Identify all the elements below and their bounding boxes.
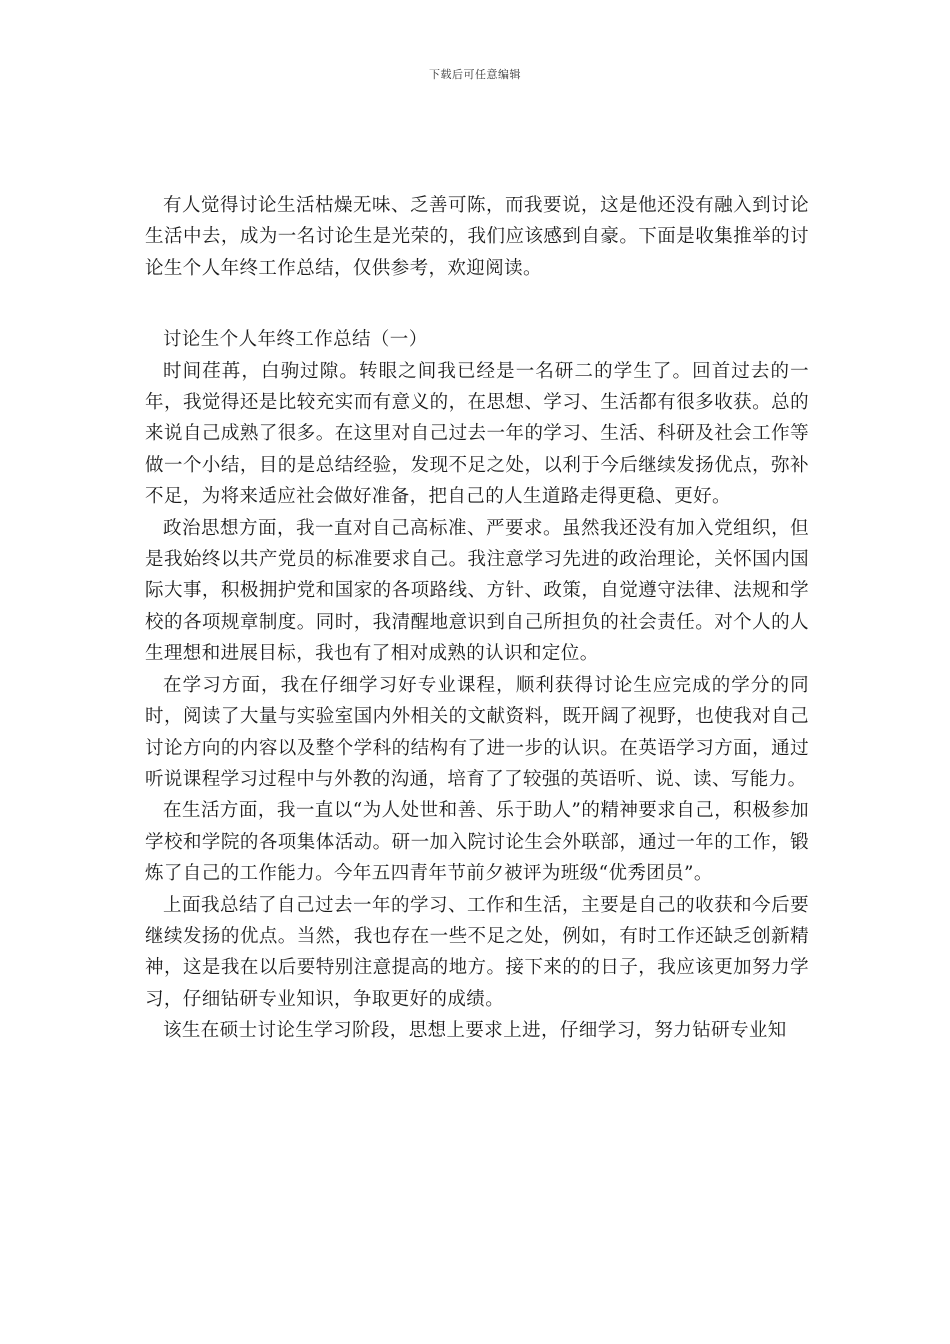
document-body <box>145 190 809 1047</box>
body-paragraph: 在生活方面，我一直以“为人处世和善、乐于助人”的精神要求自己，积极参加学校和学院的各项集体活动。研一加入院讨论生会外联部，通过一年的工作，锻炼了自己的工作能力。今年五四青年节前夕被评为班级“优秀团员”。 <box>145 800 809 885</box>
body-paragraph: 政治思想方面，我一直对自己高标准、严要求。虽然我还没有加入党组织，但是我始终以共产党员的标准要求自己。我注意学习先进的政治理论，关怀国内国际大事，积极拥护党和国家的各项路线、方针、政策，自觉遵守法律、法规和学校的各项规章制度。同时，我清醒地意识到自己所担负的社会责任。对个人的人生理想和进展目标，我也有了相对成熟的认识和定位。 <box>145 517 809 665</box>
body-paragraph: 在学习方面，我在仔细学习好专业课程，顺利获得讨论生应完成的学分的同时，阅读了大量与实验室国内外相关的文献资料，既开阔了视野，也使我对自己讨论方向的内容以及整个学科的结构有了进一步的认识。在英语学习方面，通过听说课程学习过程中与外教的沟通，培育了了较强的英语听、说、读、写能力。 <box>145 674 809 790</box>
body-paragraph: 时间荏苒，白驹过隙。转眼之间我已经是一名研二的学生了。回首过去的一年，我觉得还是比较充实而有意义的，在思想、学习、生活都有很多收获。总的来说自己成熟了很多。在这里对自己过去一年的学习、生活、科研及社会工作等做一个小结，目的是总结经验，发现不足之处，以利于今后继续发扬优点，弥补不足，为将来适应社会做好准备，把自己的人生道路走得更稳、更好。 <box>145 360 809 508</box>
body-paragraph: 上面我总结了自己过去一年的学习、工作和生活，主要是自己的收获和今后要继续发扬的优点。当然，我也存在一些不足之处，例如，有时工作还缺乏创新精神，这是我在以后要特别注意提高的地方。接下来的的日子，我应该更加努力学习，仔细钻研专业知识，争取更好的成绩。 <box>145 894 809 1010</box>
section-title: 讨论生个人年终工作总结（一） <box>163 329 428 351</box>
intro-paragraph: 有人觉得讨论生活枯燥无味、乏善可陈，而我要说，这是他还没有融入到讨论生活中去，成为一名讨论生是光荣的，我们应该感到自豪。下面是收集推举的讨论生个人年终工作总结，仅供参考，欢迎阅读。 <box>145 195 809 279</box>
body-paragraph: 该生在硕士讨论生学习阶段，思想上要求上进，仔细学习，努力钻研专业知 <box>163 1020 787 1042</box>
header-note: 下载后可任意编辑 <box>429 68 521 81</box>
